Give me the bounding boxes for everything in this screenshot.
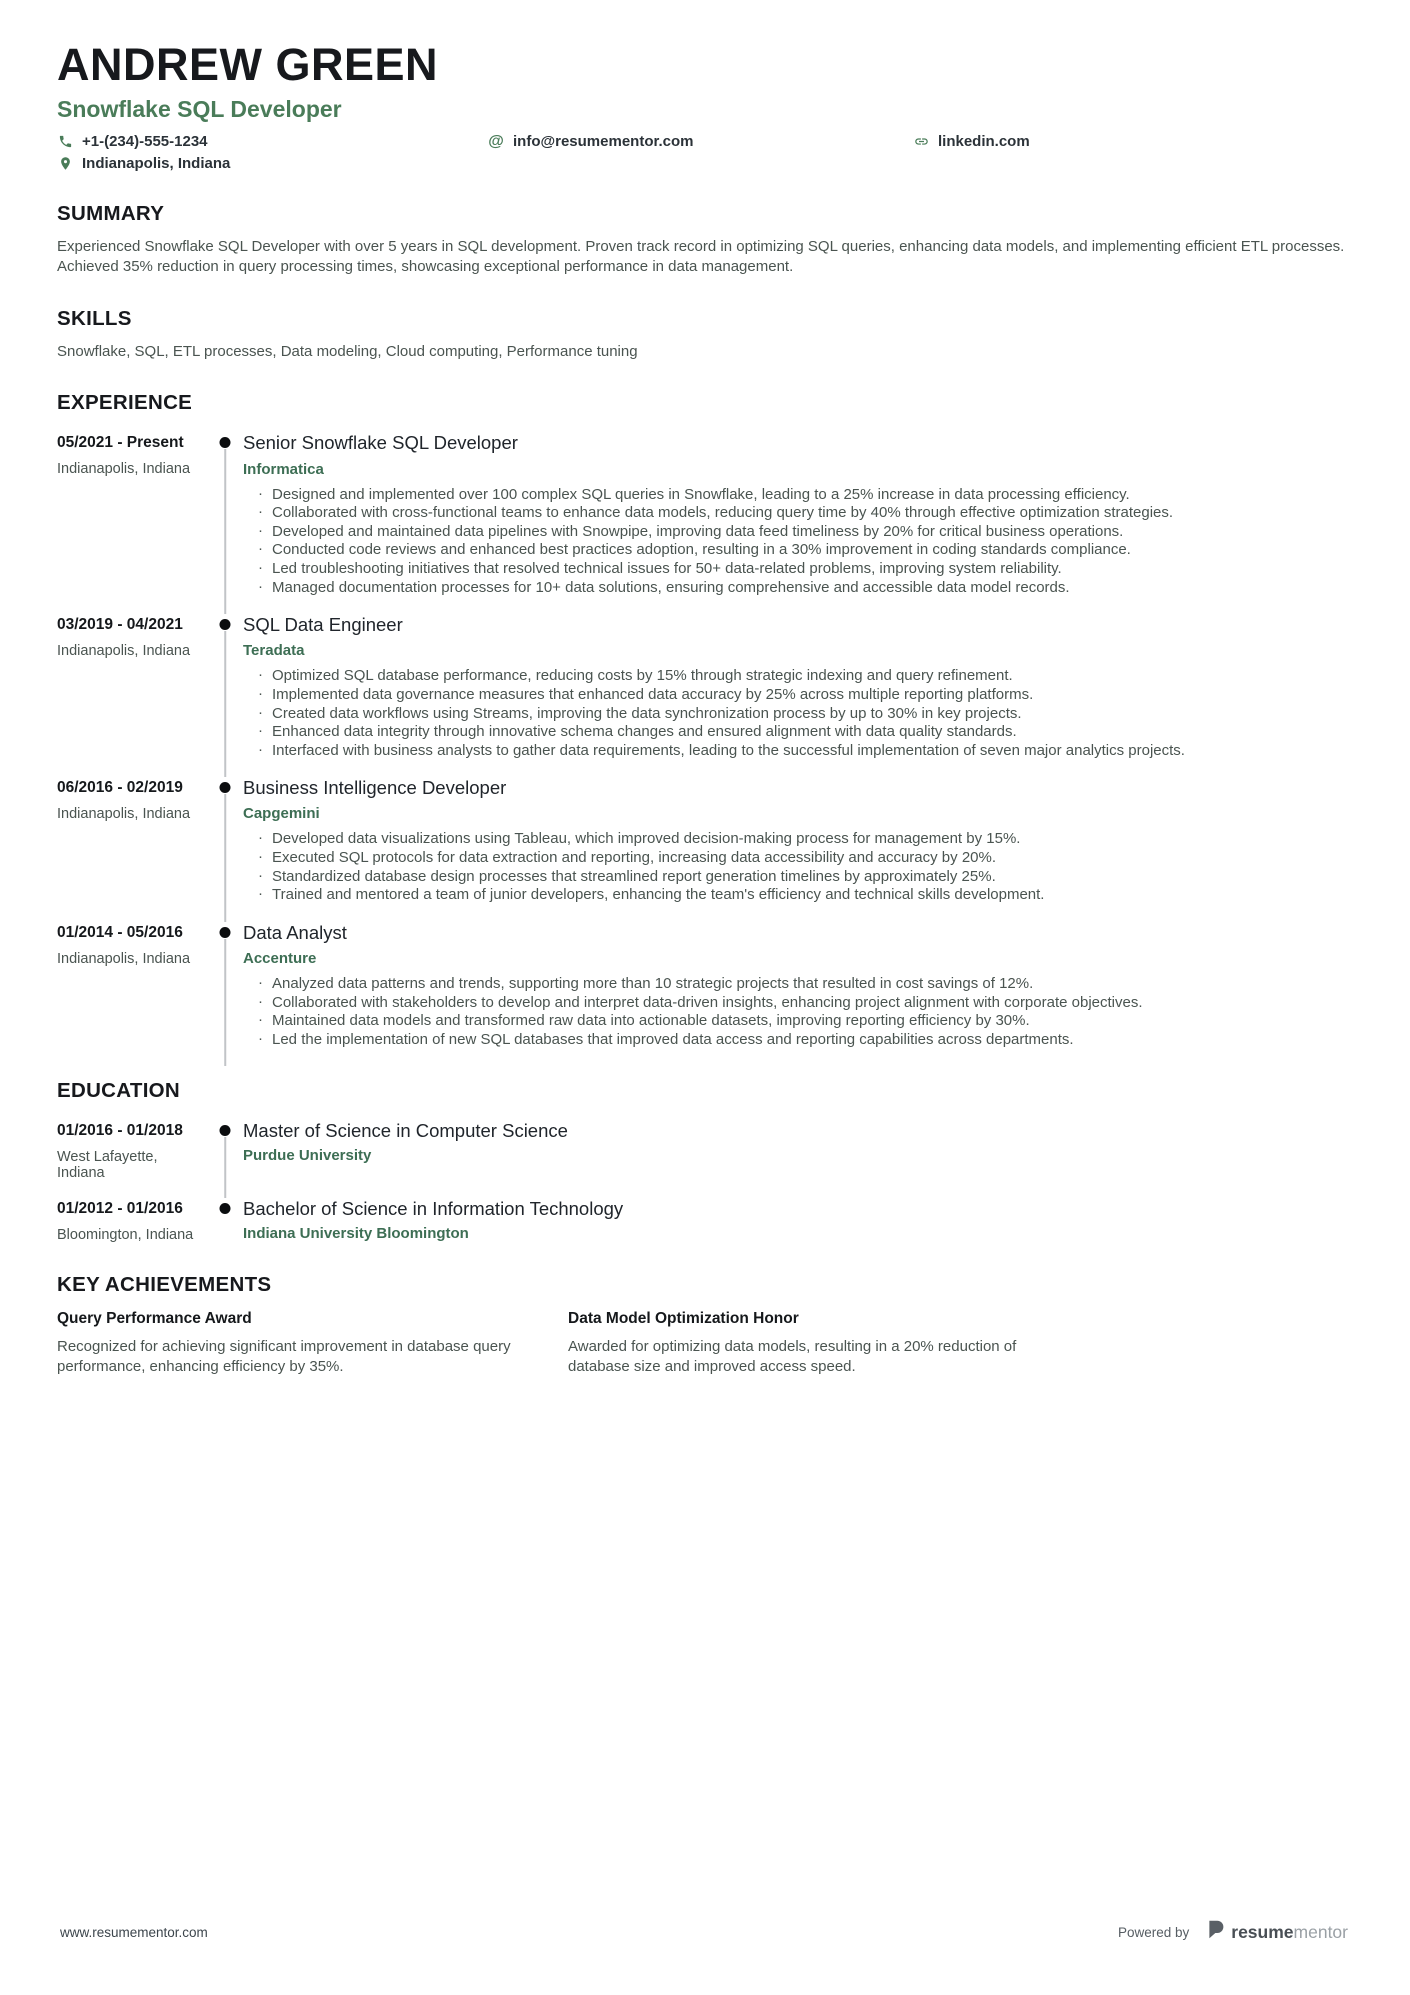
timeline-dot — [220, 1203, 231, 1214]
bullet-item: · Interfaced with business analysts to gather data requirements, leading to the successful implementation of seven major analytics projects. — [255, 742, 1303, 761]
bullet-item: · Standardized database design processes that streamlined report generation timelines by approximately 25%. — [255, 868, 1303, 887]
resumementor-logo-icon — [1205, 1919, 1226, 1945]
job-dates: 06/2016 - 02/2019 — [57, 779, 183, 797]
education-location: Bloomington, Indiana — [57, 1227, 194, 1244]
linkedin-contact[interactable] — [913, 133, 1353, 150]
degree-title: Master of Science in Computer Science — [243, 1120, 568, 1142]
bullet-item: · Collaborated with stakeholders to develop and interpret data-driven insights, enhancing project alignment with corporate objectives. — [255, 994, 1303, 1013]
job-dates: 03/2019 - 04/2021 — [57, 616, 183, 634]
bullet-item: · Trained and mentored a team of junior developers, enhancing the team's efficiency and technical skills development. — [255, 886, 1303, 905]
bullet-item: · Created data workflows using Streams, improving the data synchronization process by up to 30% in key projects. — [255, 705, 1303, 724]
achievements-grid — [57, 1310, 1353, 1377]
achievement-item — [57, 1310, 513, 1377]
school-name: Purdue University — [243, 1146, 372, 1164]
job-bullet-list — [243, 975, 1303, 1049]
candidate-name: ANDREW GREEN — [57, 39, 439, 90]
experience-heading: EXPERIENCE — [57, 391, 193, 415]
timeline-column — [207, 922, 243, 1050]
timeline-line — [224, 939, 226, 1067]
skills-list: Snowflake, SQL, ETL processes, Data modeling, Cloud computing, Performance tuning — [57, 342, 638, 360]
achievement-title: Query Performance Award — [57, 1310, 252, 1328]
timeline-dot — [220, 437, 231, 448]
job-dates: 05/2021 - Present — [57, 434, 184, 452]
bullet-item: · Collaborated with cross-functional teams to enhance data models, reducing query time by 40% through effective optimization strategies. — [255, 504, 1303, 523]
job-location: Indianapolis, Indiana — [57, 643, 191, 660]
job-dates: 01/2014 - 05/2016 — [57, 923, 183, 941]
bullet-item: · Optimized SQL database performance, reducing costs by 15% through strategic indexing and query refinement. — [255, 667, 1303, 686]
job-company: Informatica — [243, 460, 324, 478]
bullet-item: · Developed and maintained data pipelines with Snowpipe, improving data feed timeliness by 20% for critical business operations. — [255, 523, 1303, 542]
achievement-title: Data Model Optimization Honor — [568, 1310, 799, 1328]
education-entry — [57, 1120, 1353, 1181]
linkedin-url[interactable]: linkedin.com — [938, 133, 1030, 150]
job-title: Senior Snowflake SQL Developer — [243, 432, 518, 454]
email-address[interactable]: info@resumementor.com — [513, 133, 694, 150]
logo-text-bold: resume — [1231, 1921, 1294, 1942]
timeline-dot — [220, 1125, 231, 1136]
candidate-job-title: Snowflake SQL Developer — [57, 96, 342, 122]
powered-by-label: Powered by — [1117, 1924, 1190, 1940]
achievement-text: Recognized for achieving significant improvement in database query performance, enhancing efficiency by 35%. — [57, 1338, 511, 1376]
contact-info — [57, 133, 1353, 172]
timeline-line — [224, 631, 226, 777]
summary-section — [57, 202, 1353, 277]
job-location: Indianapolis, Indiana — [57, 461, 191, 478]
job-title: Data Analyst — [243, 921, 347, 943]
education-section — [57, 1079, 1353, 1243]
experience-entry — [57, 922, 1353, 1050]
experience-entry — [57, 614, 1353, 760]
bullet-item: · Managed documentation processes for 10+ data solutions, ensuring comprehensive and accessible data model records. — [255, 579, 1303, 598]
resumementor-logo — [1205, 1919, 1348, 1945]
phone-contact — [57, 133, 488, 150]
education-dates: 01/2012 - 01/2016 — [57, 1200, 183, 1218]
timeline-column — [207, 1198, 243, 1243]
bullet-item: · Maintained data models and transformed raw data into actionable datasets, improving reporting efficiency by 30%. — [255, 1012, 1303, 1031]
job-location: Indianapolis, Indiana — [57, 806, 191, 823]
location-contact — [57, 155, 488, 172]
timeline-dot — [220, 782, 231, 793]
logo-text-light: mentor — [1293, 1921, 1348, 1942]
timeline-column — [207, 432, 243, 597]
bullet-item: · Conducted code reviews and enhanced best practices adoption, resulting in a 30% improvement in coding standards compliance. — [255, 541, 1303, 560]
phone-number: +1-(234)-555-1234 — [82, 133, 208, 150]
timeline-line — [224, 1137, 226, 1198]
school-name: Indiana University Bloomington — [243, 1224, 469, 1242]
skills-section — [57, 307, 1353, 362]
location-pin-icon — [57, 156, 73, 172]
experience-section — [57, 391, 1353, 1049]
experience-entry — [57, 432, 1353, 597]
education-heading: EDUCATION — [57, 1079, 181, 1103]
email-at-icon: @ — [488, 132, 504, 150]
timeline-column — [207, 1120, 243, 1181]
bullet-item: · Developed data visualizations using Tableau, which improved decision-making process for management by 15%. — [255, 830, 1303, 849]
achievements-section — [57, 1273, 1353, 1377]
job-location: Indianapolis, Indiana — [57, 950, 191, 967]
link-icon — [913, 134, 929, 150]
bullet-item: · Analyzed data patterns and trends, supporting more than 10 strategic projects that resulted in cost savings of 12%. — [255, 975, 1303, 994]
timeline-dot — [220, 927, 231, 938]
phone-icon — [57, 134, 73, 150]
experience-entry — [57, 777, 1353, 905]
bullet-item: · Designed and implemented over 100 complex SQL queries in Snowflake, leading to a 25% increase in data processing efficiency. — [255, 486, 1303, 505]
job-bullet-list — [243, 486, 1303, 598]
summary-text: Experienced Snowflake SQL Developer with over 5 years in SQL development. Proven track record in optimizing SQL queries, enhancing data models, and implementing efficient ETL processes. Achieved 35% reduction in query processing times, showcasing exceptional performance in data management. — [57, 238, 1345, 275]
timeline-dot — [220, 619, 231, 630]
bullet-item: · Implemented data governance measures that enhanced data accuracy by 25% across multiple reporting platforms. — [255, 686, 1303, 705]
job-bullet-list — [243, 830, 1303, 904]
degree-title: Bachelor of Science in Information Technology — [243, 1198, 624, 1220]
bullet-item: · Executed SQL protocols for data extraction and reporting, increasing data accessibility and accuracy by 20%. — [255, 849, 1303, 868]
timeline-line — [224, 794, 226, 922]
location-text: Indianapolis, Indiana — [82, 155, 231, 172]
timeline-line — [224, 449, 226, 614]
education-dates: 01/2016 - 01/2018 — [57, 1122, 183, 1140]
education-location: West Lafayette, Indiana — [57, 1149, 158, 1182]
resume-header — [57, 39, 1353, 172]
bullet-item: · Enhanced data integrity through innovative schema changes and ensured alignment with data quality standards. — [255, 723, 1303, 742]
job-company: Capgemini — [243, 805, 320, 823]
achievement-item — [568, 1310, 1353, 1377]
achievement-text: Awarded for optimizing data models, resulting in a 20% reduction of database size and improved access speed. — [568, 1338, 1017, 1376]
timeline-column — [207, 614, 243, 760]
job-title: Business Intelligence Developer — [243, 777, 507, 799]
page-footer — [0, 1919, 1410, 1995]
bullet-item: · Led troubleshooting initiatives that resolved technical issues for 50+ data-related problems, improving system reliability. — [255, 560, 1303, 579]
job-company: Accenture — [243, 950, 317, 968]
education-entry — [57, 1198, 1353, 1243]
job-company: Teradata — [243, 642, 305, 660]
bullet-item: · Led the implementation of new SQL databases that improved data access and reporting capabilities across departments. — [255, 1031, 1303, 1050]
job-bullet-list — [243, 667, 1303, 760]
skills-heading: SKILLS — [57, 306, 132, 330]
footer-website: www.resumementor.com — [60, 1924, 208, 1940]
summary-heading: SUMMARY — [57, 202, 165, 225]
achievements-heading: KEY ACHIEVEMENTS — [57, 1273, 272, 1297]
job-title: SQL Data Engineer — [243, 614, 403, 636]
email-contact[interactable] — [488, 133, 913, 150]
timeline-column — [207, 777, 243, 905]
